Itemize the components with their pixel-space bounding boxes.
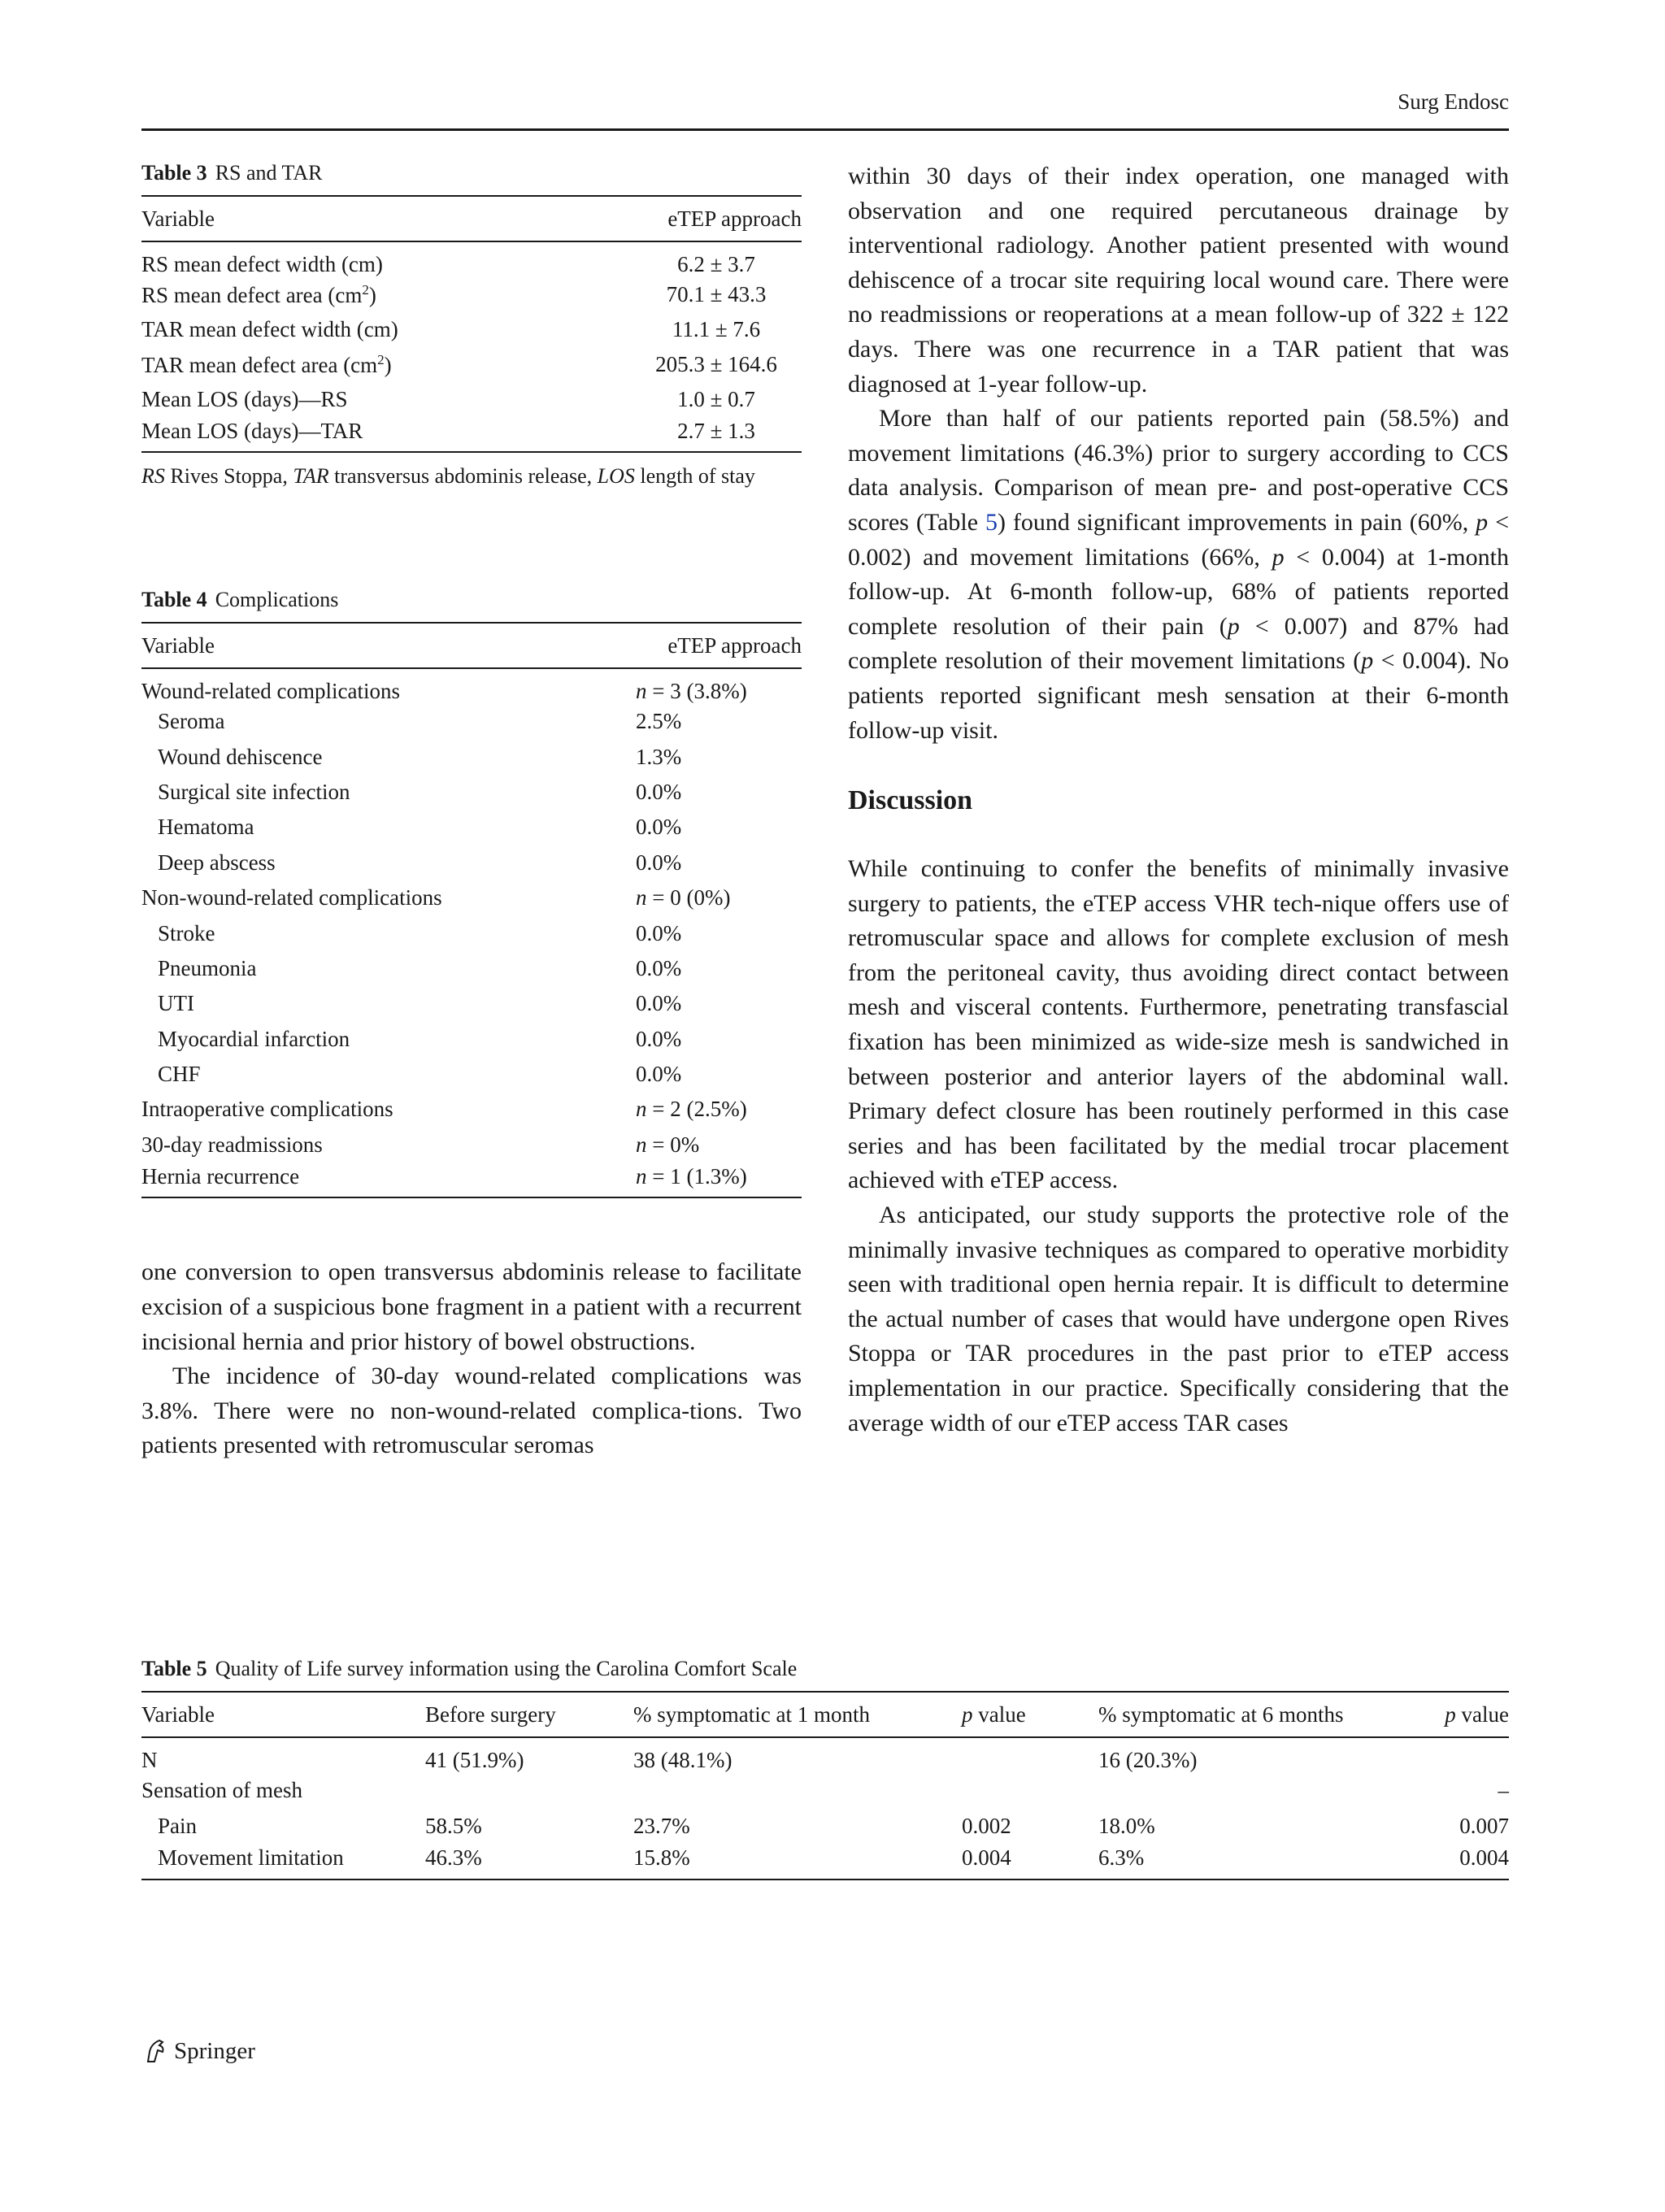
table4-variable: Wound dehiscence <box>158 744 323 769</box>
running-head <box>141 89 1509 131</box>
table5-p1 <box>962 1773 1098 1809</box>
publisher-footer <box>141 2037 255 2065</box>
table-row <box>141 382 802 417</box>
table3-value: 1.0 ± 0.7 <box>677 387 755 411</box>
table4-variable: Myocardial infarction <box>158 1026 350 1051</box>
table3-value: 70.1 ± 43.3 <box>666 282 767 306</box>
table5-6month: 18.0% <box>1098 1813 1155 1838</box>
table-row <box>141 1773 1509 1809</box>
table5-header-6month: % symptomatic at 6 months <box>1098 1692 1428 1737</box>
table3-variable: RS mean defect width (cm) <box>141 252 383 276</box>
table5-1month <box>633 1773 962 1809</box>
paragraph: As anticipated, our study supports the protective role of the minimally invasive techniques as compared to operative morbidity seen with traditional open hernia repair. It is difficult to determine the actual number of cases that would have undergone open Rives Stoppa or TAR procedures in the past prior to eTEP access implementation in our practice. Specifically considering that the average width of our eTEP access TAR cases <box>848 1202 1509 1436</box>
table3-value: 6.2 ± 3.7 <box>677 252 755 276</box>
journal-name: Surg Endosc <box>1398 89 1509 114</box>
table5-variable: Pain <box>158 1813 198 1838</box>
table5-before: 58.5% <box>425 1813 482 1838</box>
table4-value: n = 3 (3.8%) <box>636 679 747 703</box>
table3 <box>141 195 802 453</box>
table5-p2: 0.004 <box>1459 1845 1509 1870</box>
table-row <box>141 704 802 739</box>
paragraph: The incidence of 30-day wound-related complications was 3.8%. There were no non-wound-related complica-tions. Two patients presented with retromuscular seromas <box>141 1362 802 1459</box>
springer-horse-icon <box>141 2037 169 2065</box>
table3-value: 2.7 ± 1.3 <box>677 418 755 443</box>
table-row <box>141 915 802 950</box>
table4-value: n = 0 (0%) <box>636 885 731 910</box>
table4-value: 0.0% <box>636 779 682 804</box>
table4-value: 1.3% <box>636 744 682 769</box>
table4-variable: Pneumonia <box>158 955 257 980</box>
table5-header-row <box>141 1692 1509 1737</box>
table-row <box>141 880 802 915</box>
table3-variable: Mean LOS (days)—RS <box>141 387 348 411</box>
table-row <box>141 1057 802 1092</box>
table-row <box>141 1737 1509 1773</box>
table4-value: n = 2 (2.5%) <box>636 1097 747 1122</box>
paragraph: While continuing to confer the benefits of minimally invasive surgery to patients, the eTEP access VHR tech-nique offers use of retromuscular space and allows for complete exclusion of mesh from the peritoneal cavity, thus avoiding direct contact between mesh and visceral contents. Furthermore, penetrating transfascial fixation has been minimized as wide-size mesh is sandwiched in between posterior and anterior layers of the abdominal wall. Primary defect closure has been routinely performed in this case series and has been facilitated by the medial trocar placement achieved with eTEP access. <box>848 855 1509 1194</box>
table4-variable: Deep abscess <box>158 850 276 875</box>
table4-variable: Hematoma <box>158 815 254 840</box>
table-row <box>141 810 802 845</box>
table-row <box>141 668 802 704</box>
table3-variable: TAR mean defect width (cm) <box>141 317 398 341</box>
table4-value: 0.0% <box>636 920 682 945</box>
table4-variable: Wound-related complications <box>141 679 400 703</box>
table4-variable: Intraoperative complications <box>141 1097 393 1122</box>
table4-variable: 30-day readmissions <box>141 1132 323 1157</box>
table5-6month: 6.3% <box>1098 1845 1145 1870</box>
table5-variable: Sensation of mesh <box>141 1778 302 1803</box>
table4-variable: Non-wound-related complications <box>141 885 442 910</box>
table5-header-p1: p value <box>962 1692 1098 1737</box>
table-row <box>141 1809 1509 1845</box>
table4-value: 0.0% <box>636 955 682 980</box>
table-row <box>141 1162 802 1197</box>
publisher-name: Springer <box>174 2037 255 2064</box>
table4-value: 0.0% <box>636 850 682 875</box>
table5-p2: – <box>1498 1778 1509 1803</box>
table4-variable: UTI <box>158 991 194 1016</box>
table-row <box>141 347 802 382</box>
table4-variable: Surgical site infection <box>158 779 350 804</box>
table5-link[interactable]: 5 <box>985 508 998 536</box>
table4-value: 2.5% <box>636 709 682 734</box>
table-row <box>141 739 802 774</box>
table4-header-row <box>141 623 802 668</box>
table5-before: 46.3% <box>425 1845 482 1870</box>
table-row <box>141 1022 802 1057</box>
table-row <box>141 417 802 452</box>
table5 <box>141 1691 1509 1880</box>
table5-caption <box>141 1655 1509 1683</box>
table5-6month <box>1098 1773 1428 1809</box>
table4-label: Table 4 <box>141 588 207 611</box>
table5-header-1month: % symptomatic at 1 month <box>633 1692 962 1737</box>
table4-variable: Seroma <box>158 709 225 734</box>
table-row <box>141 845 802 880</box>
table5-header-before: Before surgery <box>425 1692 633 1737</box>
left-column <box>141 159 802 1463</box>
table5-1month: 23.7% <box>633 1813 690 1838</box>
table3-variable: Mean LOS (days)—TAR <box>141 418 363 443</box>
table5-p2: 0.007 <box>1459 1813 1509 1838</box>
table5-variable: Movement limitation <box>158 1845 344 1870</box>
table3-value: 205.3 ± 164.6 <box>655 352 777 376</box>
table5-variable: N <box>141 1748 158 1772</box>
table4-value: 0.0% <box>636 1062 682 1087</box>
table-row <box>141 277 802 312</box>
table-row <box>141 775 802 810</box>
table4-variable: Hernia recurrence <box>141 1163 300 1189</box>
table4-header-variable: Variable <box>141 623 636 668</box>
table-row <box>141 241 802 277</box>
table5-6month: 16 (20.3%) <box>1098 1748 1198 1772</box>
table4-value: 0.0% <box>636 991 682 1016</box>
table5-header-p2: p value <box>1428 1692 1509 1737</box>
paragraph: one conversion to open transversus abdominis release to facilitate excision of a suspicious bone fragment in a patient with a recurrent incisional hernia and prior history of bowel obstructions. <box>141 1258 802 1355</box>
table5-before <box>425 1773 633 1809</box>
left-body-text <box>141 1255 802 1463</box>
discussion-heading: Discussion <box>848 785 973 816</box>
table4-variable: CHF <box>158 1062 201 1087</box>
table3-header-row <box>141 196 802 241</box>
table3-header-variable: Variable <box>141 196 631 241</box>
table4-caption <box>141 586 802 614</box>
table3-variable: RS mean defect area $(cm^2)$ <box>141 281 376 307</box>
table-row <box>141 986 802 1021</box>
table5-before: 41 (51.9%) <box>425 1748 524 1772</box>
table3-variable: TAR mean defect area $(cm^2)$ <box>141 351 392 377</box>
table3-value: 11.1 ± 7.6 <box>672 317 761 341</box>
table4-value: n = 1 (1.3%) <box>636 1163 747 1189</box>
table4 <box>141 622 802 1198</box>
table3-header-etep: eTEP approach <box>631 196 802 241</box>
table4-variable: Stroke <box>158 920 215 945</box>
table-row <box>141 312 802 347</box>
table5-header-variable: Variable <box>141 1692 425 1737</box>
table5-title: Quality of Life survey information using the Carolina Comfort Scale <box>215 1657 798 1680</box>
paragraph: within 30 days of their index operation, one managed with observation and one required percutaneous drainage by interventional radiology. Another patient presented with wound dehiscence of a trocar site requiring local wound care. There were no readmissions or reoperations at a mean follow-up of 322 ± 122 days. There was one recurrence in a TAR patient that was diagnosed at 1-year follow-up. <box>848 163 1509 398</box>
table5-1month: 38 (48.1%) <box>633 1748 733 1772</box>
table4-value: n = 0% <box>636 1132 700 1157</box>
table4-value: 0.0% <box>636 1026 682 1051</box>
table5-p1: 0.002 <box>962 1813 1011 1838</box>
table3-caption <box>141 159 802 187</box>
table-row <box>141 1844 1509 1880</box>
table4-header-etep: eTEP approach <box>636 623 802 668</box>
table3-title: RS and TAR <box>215 161 323 185</box>
table5-block <box>141 1655 1509 1880</box>
table-row <box>141 1128 802 1162</box>
table5-p1 <box>962 1737 1098 1773</box>
table3-footnote: RS Rives Stoppa, TAR transversus abdominis release, LOS length of stay <box>141 464 755 488</box>
table5-1month: 15.8% <box>633 1845 690 1870</box>
table4-title: Complications <box>215 588 339 611</box>
table5-p1: 0.004 <box>962 1845 1011 1870</box>
table-row <box>141 951 802 986</box>
right-column <box>848 159 1509 1441</box>
table4-value: 0.0% <box>636 815 682 840</box>
paragraph: More than half of our patients reported pain (58.5%) and movement limitations (46.3%) prior to surgery according to CCS data analysis. Comparison of mean pre- and post-operative CCS scores (Table 5) found significant improvements in pain (60%, p < 0.002) and movement limitations (66%, p < 0.004) at 1-month follow-up. At 6-month follow-up, 68% of patients reported complete resolution of their pain (p < 0.007) and 87% had complete resolution of their movement limitations (p < 0.004). No patients reported significant mesh sensation at their 6-month follow-up visit. <box>848 405 1510 744</box>
table-row <box>141 1092 802 1127</box>
table5-label: Table 5 <box>141 1657 207 1680</box>
table5-p2 <box>1428 1737 1509 1773</box>
table3-label: Table 3 <box>141 161 207 185</box>
